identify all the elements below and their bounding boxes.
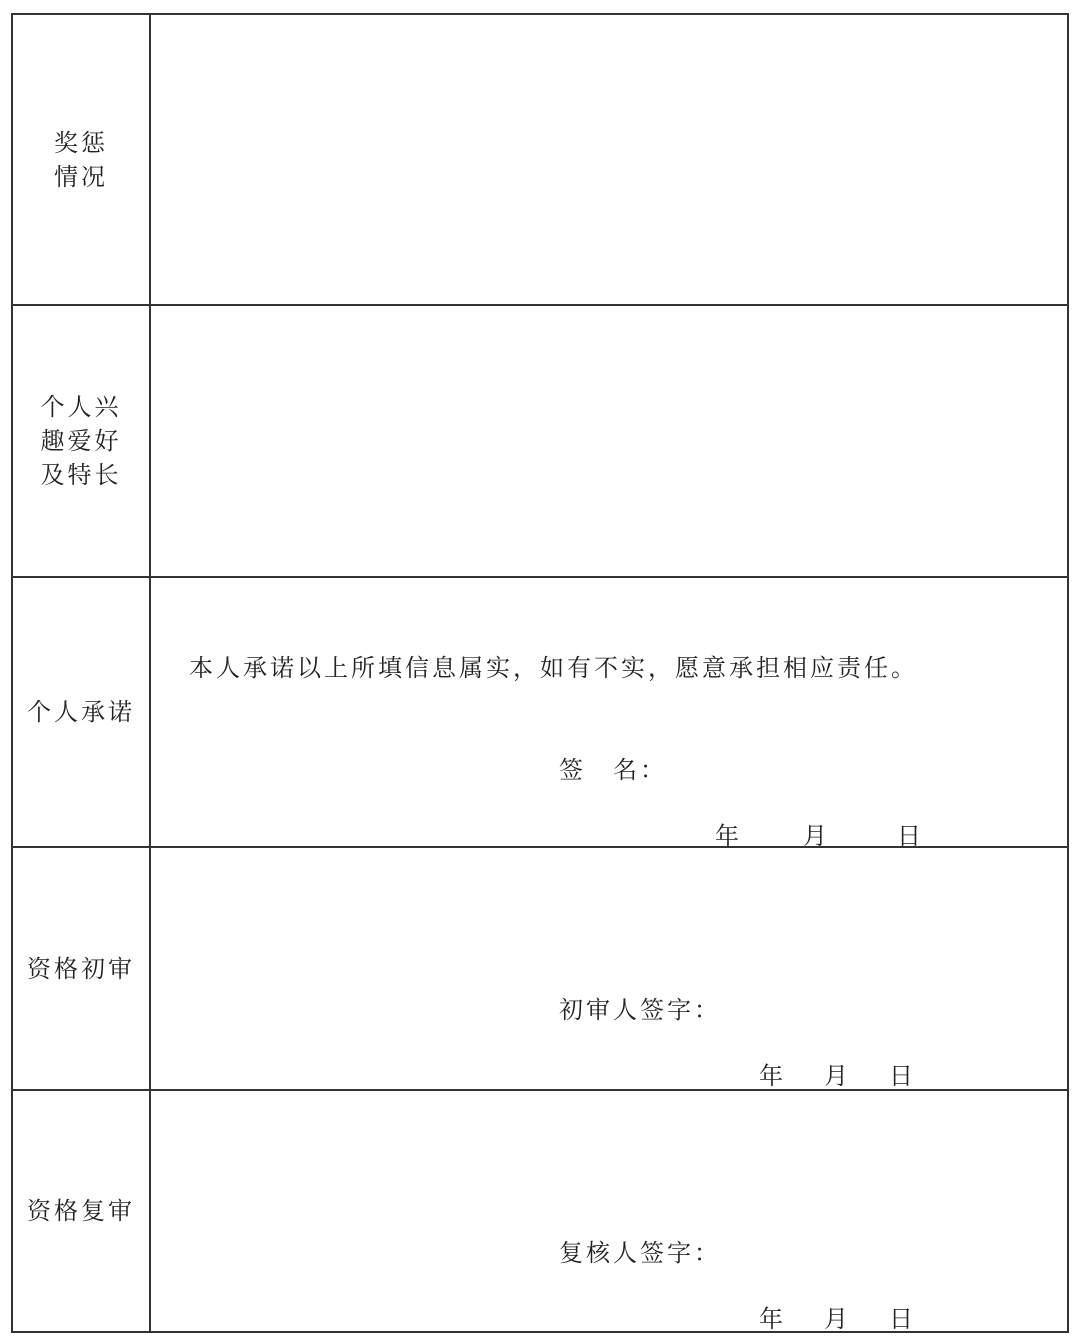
pledge-date-month: 月 [803, 822, 827, 850]
hobbies-content-field[interactable] [151, 306, 1067, 576]
label-cell-awards [13, 15, 151, 304]
row-initial-review [13, 848, 1067, 1091]
pledge-date-day: 日 [897, 822, 921, 850]
label-cell-hobbies [13, 306, 151, 576]
second-review-date-year: 年 [759, 1305, 783, 1333]
row-pledge [13, 578, 1067, 848]
second-review-label: 资格复审 [27, 1197, 135, 1225]
label-cell-second-review [13, 1091, 151, 1331]
hobbies-label: 个人兴 趣爱好 及特长 [40, 393, 122, 489]
label-cell-pledge [13, 578, 151, 846]
second-review-date-month: 月 [824, 1305, 848, 1333]
initial-review-content [151, 848, 1067, 1089]
pledge-statement: 本人承诺以上所填信息属实，如有不实，愿意承担相应责任。 [189, 654, 918, 682]
row-second-review [13, 1091, 1067, 1331]
initial-review-date-year: 年 [759, 1062, 783, 1090]
pledge-label: 个人承诺 [27, 698, 135, 726]
initial-reviewer-signature-label: 初审人签字： [559, 996, 721, 1024]
second-review-date-day: 日 [889, 1305, 913, 1333]
pledge-signature-label: 签 名： [559, 756, 667, 784]
second-reviewer-signature-label: 复核人签字： [559, 1239, 721, 1267]
second-review-content [151, 1091, 1067, 1331]
awards-label: 奖惩 情况 [54, 128, 108, 191]
awards-content-field[interactable] [151, 15, 1067, 304]
pledge-date-year: 年 [715, 822, 739, 850]
row-hobbies [13, 306, 1067, 578]
label-cell-initial-review [13, 848, 151, 1089]
pledge-content [151, 578, 1067, 850]
registration-form-table [11, 13, 1069, 1333]
initial-review-date-day: 日 [889, 1062, 913, 1090]
initial-review-label: 资格初审 [27, 954, 135, 983]
initial-review-date-month: 月 [824, 1062, 848, 1090]
row-awards [13, 15, 1067, 306]
